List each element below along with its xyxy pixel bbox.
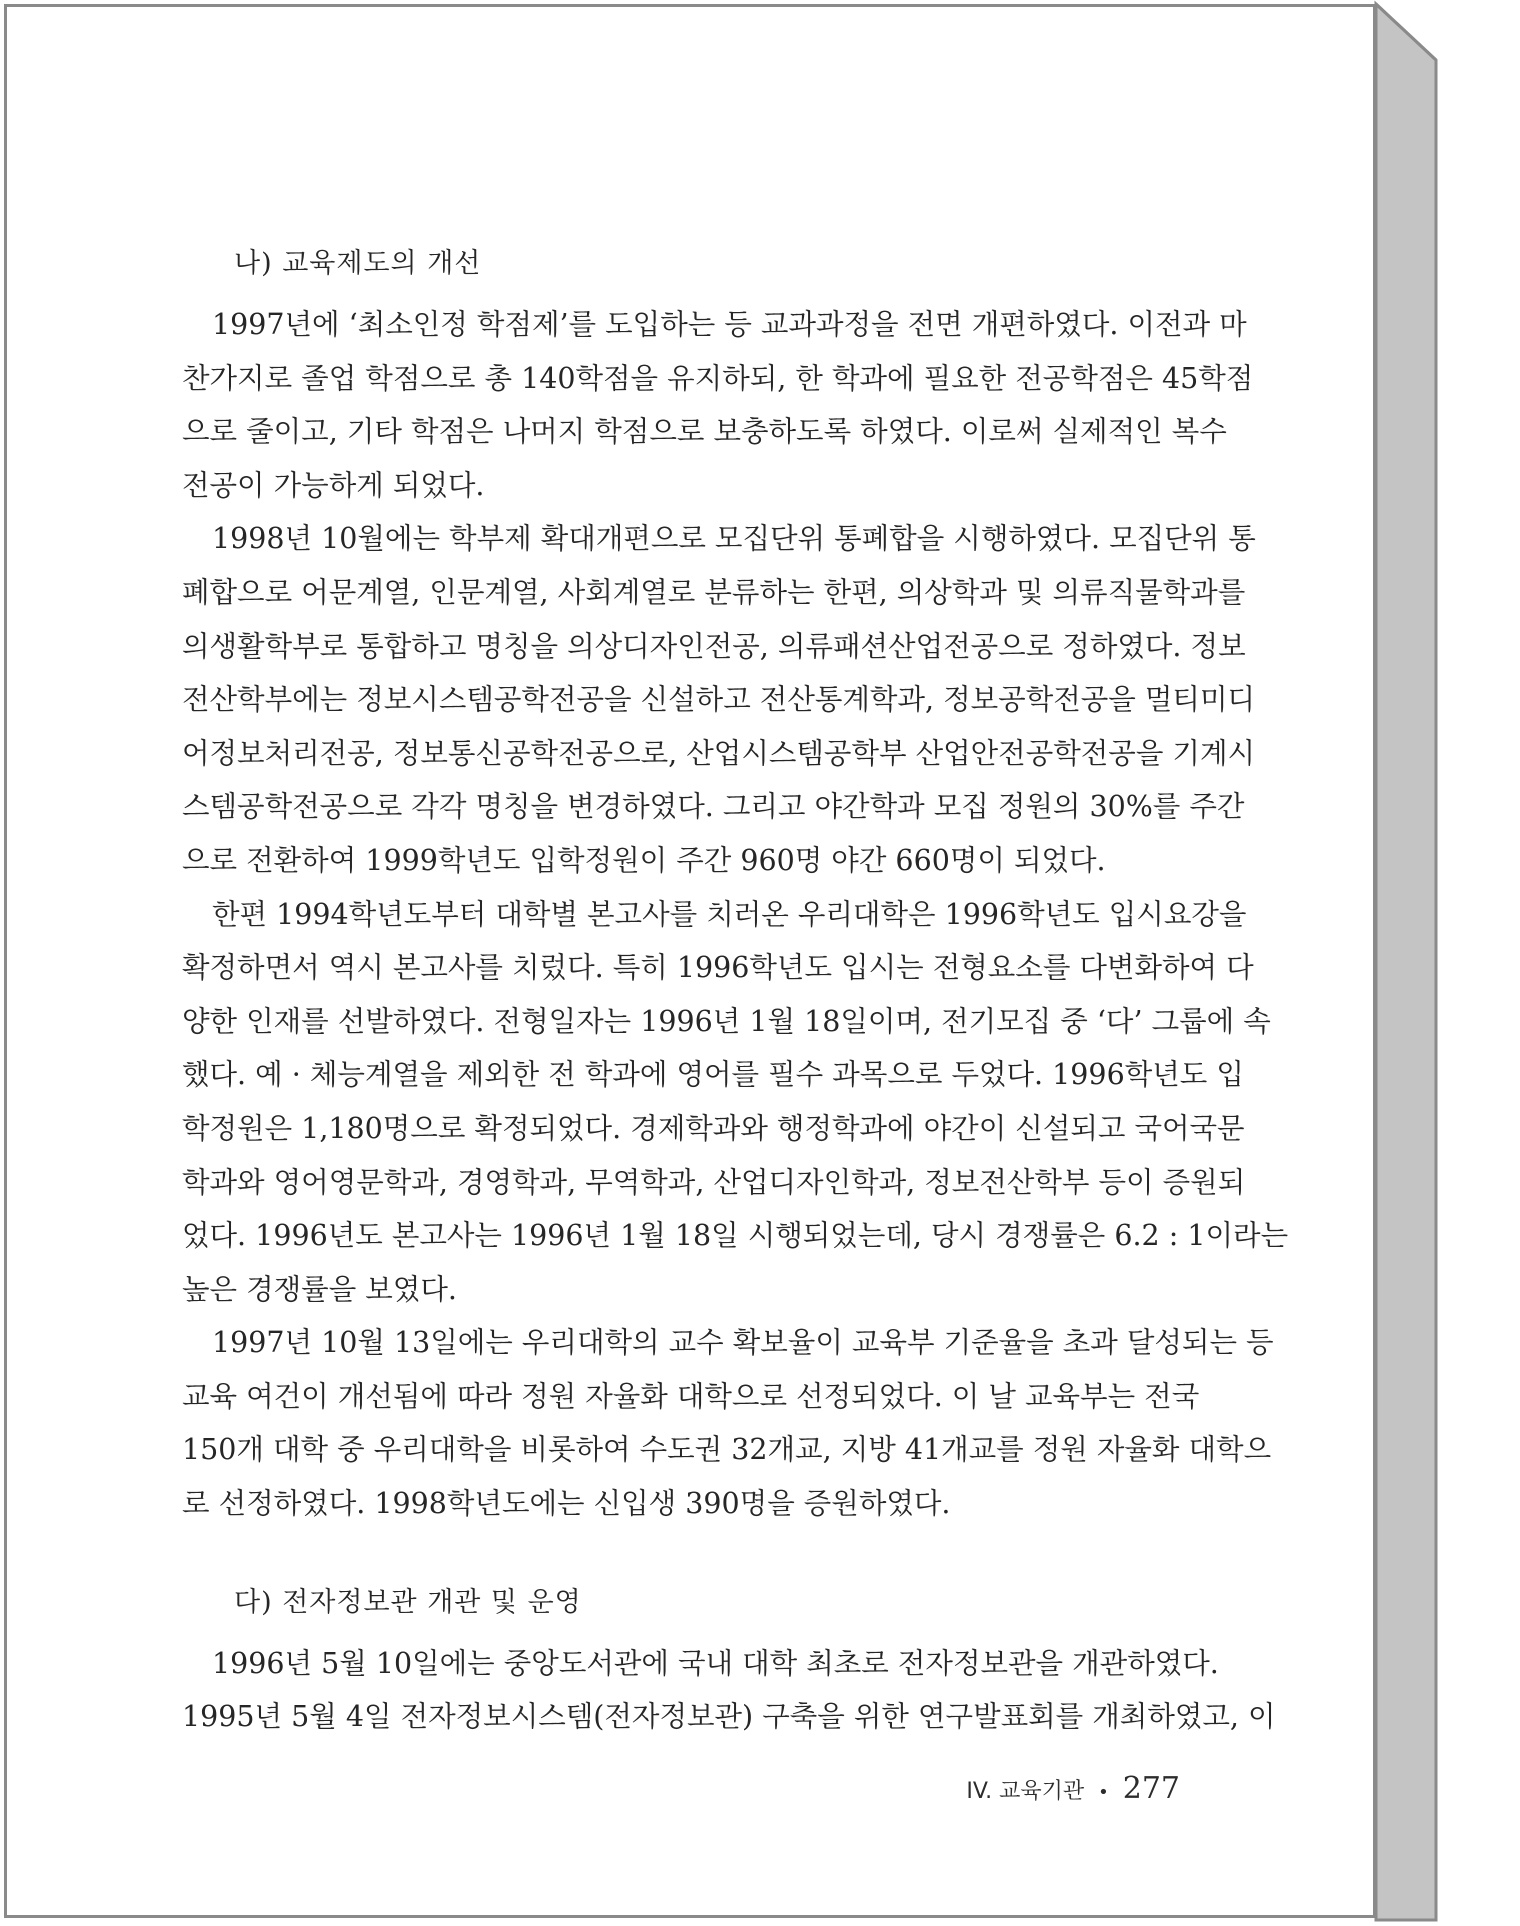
- paragraph: [182, 888, 1289, 1317]
- text-line: 양한 인재를 선발하였다. 전형일자는 1996년 1월 18일이며, 전기모집 중 ‘다’ 그룹에 속: [182, 1004, 1271, 1038]
- paragraph: [182, 512, 1256, 887]
- page-number: 277: [1122, 1771, 1180, 1806]
- chapter-label: IV. 교육기관: [966, 1779, 1085, 1804]
- text-line: 높은 경쟁률을 보였다.: [182, 1272, 457, 1306]
- section-heading: 나) 교육제도의 개선: [234, 248, 482, 279]
- text-line: 폐합으로 어문계열, 인문계열, 사회계열로 분류하는 한편, 의상학과 및 의류직물학과를: [182, 575, 1246, 609]
- section-heading: 다) 전자정보관 개관 및 운영: [234, 1586, 582, 1618]
- text-line: 으로 줄이고, 기타 학점은 나머지 학점으로 보충하도록 하였다. 이로써 실제적인 복수: [182, 415, 1227, 449]
- text-line: 었다. 1996년도 본고사는 1996년 1월 18일 시행되었는데, 당시 경쟁률은 6.2 : 1이라는: [182, 1219, 1289, 1253]
- text-line: 한편 1994학년도부터 대학별 본고사를 치러온 우리대학은 1996학년도 입시요강을: [212, 897, 1247, 931]
- text-line: 1995년 5월 4일 전자정보시스템(전자정보관) 구축을 위한 연구발표회를 개최하였고, 이: [182, 1700, 1276, 1734]
- text-line: 했다. 예 · 체능계열을 제외한 전 학과에 영어를 필수 과목으로 두었다. 1996학년도 입: [182, 1058, 1244, 1092]
- paragraph: [182, 298, 1254, 512]
- section-gap: [182, 1531, 1176, 1583]
- footer-separator: •: [1098, 1782, 1109, 1803]
- paragraph: [182, 1316, 1274, 1530]
- text-line: 1997년에 ‘최소인정 학점제’를 도입하는 등 교과과정을 전면 개편하였다. 이전과 마: [212, 308, 1247, 341]
- text-line: 찬가지로 졸업 학점으로 총 140학점을 유지하되, 한 학과에 필요한 전공학점은 45학점: [182, 361, 1254, 395]
- text-line: 전공이 가능하게 되었다.: [182, 468, 485, 502]
- paragraph: [182, 1637, 1276, 1744]
- text-line: 확정하면서 역시 본고사를 치렀다. 특히 1996학년도 입시는 전형요소를 다변화하여 다: [182, 951, 1254, 985]
- text-line: 으로 전환하여 1999학년도 입학정원이 주간 960명 야간 660명이 되었다.: [182, 843, 1106, 877]
- document-body: [182, 244, 1289, 1744]
- text-line: 학과와 영어영문학과, 경영학과, 무역학과, 산업디자인학과, 정보전산학부 등이 증원되: [182, 1165, 1246, 1199]
- page-footer: [960, 1771, 1180, 1811]
- text-line: 의생활학부로 통합하고 명칭을 의상디자인전공, 의류패션산업전공으로 정하였다. 정보: [182, 629, 1246, 663]
- text-line: 전산학부에는 정보시스템공학전공을 신설하고 전산통계학과, 정보공학전공을 멀티미디: [182, 683, 1256, 717]
- text-line: 학정원은 1,180명으로 확정되었다. 경제학과와 행정학과에 야간이 신설되고 국어국문: [182, 1111, 1245, 1145]
- text-line: 150개 대학 중 우리대학을 비롯하여 수도권 32개교, 지방 41개교를 정원 자율화 대학으: [182, 1433, 1272, 1467]
- text-line: 1998년 10월에는 학부제 확대개편으로 모집단위 통폐합을 시행하였다. 모집단위 통: [212, 522, 1256, 556]
- text-line: 로 선정하였다. 1998학년도에는 신입생 390명을 증원하였다.: [182, 1487, 951, 1521]
- text-line: 1996년 5월 10일에는 중앙도서관에 국내 대학 최초로 전자정보관을 개관하였다.: [212, 1646, 1219, 1680]
- text-line: 교육 여건이 개선됨에 따라 정원 자율화 대학으로 선정되었다. 이 날 교육부는 전국: [182, 1379, 1200, 1413]
- text-line: 어정보처리전공, 정보통신공학전공으로, 산업시스템공학부 산업안전공학전공을 기계시: [182, 736, 1256, 770]
- text-line: 스템공학전공으로 각각 명칭을 변경하였다. 그리고 야간학과 모집 정원의 30%를 주간: [182, 790, 1245, 824]
- text-line: 1997년 10월 13일에는 우리대학의 교수 확보율이 교육부 기준율을 초과 달성되는 등: [212, 1326, 1274, 1360]
